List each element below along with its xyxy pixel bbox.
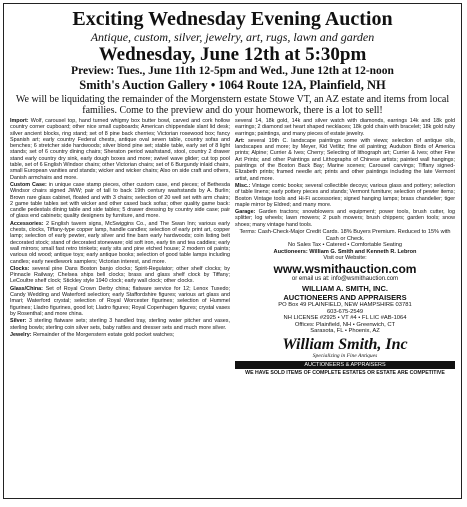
footer-note: WE HAVE SOLD ITEMS OF COMPLETE ESTATES OR ESTATE ARE COMPETITIVE: [245, 369, 445, 376]
gallery-address: Smith's Auction Gallery • 1064 Route 12A, Plainfield, NH: [79, 78, 386, 92]
section-custom-case: Custom Case: in unique case stamp pieces, other custom case, end pieces; of Bethesda Windsor chairs signed JWW; pair of tall to back 19th century washstands by A. Burlin; Brown rare glass cabinet, floated and with 3 chairs; selection of 20 well set with arm chairs; 2 game table tables set with wicker and other cased back sofas; other quality game back: candle pedestals dining table and side tables; 5 drawer dressing by country side case; pair of glass end cabinets; quality designers by furniture, and more.: [10, 181, 231, 220]
company-logo: William Smith, Inc: [282, 335, 408, 353]
phone-number: 603-675-2549: [326, 308, 364, 315]
license-line: NH LICENSE #2925 • VT #4 • FL LIC #AB-1064: [283, 315, 407, 322]
intro-text: We will be liquidating the remainder of the Morgenstern estate Stowe VT, an AZ estate and items from local families. Come to the preview and do your homework, there is a lot to sell!: [15, 94, 450, 116]
auctioneers-band: AUCTIONEERS & APPRAISERS: [235, 361, 455, 369]
offices-line-2: Sarasota, FL • Phoenix, AZ: [310, 328, 380, 335]
right-column: [235, 118, 455, 376]
offices-line: Offices: Plainfield, NH • Greenwich, CT: [294, 321, 396, 328]
company-address: [235, 302, 455, 335]
left-column: [10, 118, 230, 376]
section-import: Import: Wolf, carousel top, hand turned whigmy box butter bowl, carved and cork hollow country corner cupboard; other nice small cupboards; American chippendale slant lid desk; silver ancient blocks, ring stand; set of 8 pine back cherries; Victorian rosewood box; fancy Spanish art; early country Federal chests, antique oval seven table, country sofas and benches; 6 stretcher side hardwoods; silver blond pine set; stable table, early set of 8 light stands; set of 6 country dining chairs; Sheraton period washstand, stool, country 2 drawer stand early country dry sink, early dough boxes and more; swivel wave glider; cut top pool table, set of 6 English Windsor chairs; other Victorian chairs; set of 6 Burgundy inlaid chairs, small European vanities and stands; wicker and wicker chairs; Also on side craft and others, Danish armchairs and more.: [10, 118, 230, 181]
ad-subtitle: Antique, custom, silver, jewelry, art, rugs, lawn and garden: [90, 30, 375, 44]
website-link[interactable]: www.wsmithauction.com: [273, 262, 417, 277]
section-silver: Silver: 3 sterling flatware sets; sterling 3 handled tray, sterling water pitcher and vases, sterling bowls; sterling coin silver sets, baby rattles and dresser sets and much more silver.: [10, 318, 230, 331]
auctioneers-line: Auctioneers: William G. Smith and Kenneth R. Lebron: [273, 248, 417, 255]
section-jewelry-cont: several 14, 18k gold, 14k and silver watch with diamonds, earrings 14k and 18k gold earrings; 2 diamond set heart shaped necklaces; 18k gold chain with bracelet; 18k gold ruby earrings; paintings, and many pieces of estate jewelry.: [235, 118, 455, 137]
email-line[interactable]: or email us at: info@wsmithauction.com: [291, 276, 399, 283]
section-clocks: Clocks: several pine Dans Boston banjo clocks; Spirit-Regulator; other shelf clocks; by Pinnacle Railway; Chelsea ships bell clocks; brass and glass shelf clock by Tiffany; LeCoultre shelf clock; Stickley style 1940 clock; early wall clock; other clocks.: [10, 265, 230, 285]
section-art: Art: several 19th C. landscape paintings some with views; selection of antique oils, landscapes and more; by Meyer, Kid Vetlitz; fine oil painting; Audubon Birds of America prints; Alpine; Currier & Ives; Cherry; Selecting of lithograph art; Currier & Ives; other Fine Art Prints; and other Paintings and Lithographs of Chinese artists; painted wall hangings; paintings of the Boston Back Bay; Marine scenes; Carousel carvings; Tiffany signed-Elizabeth prints; framed needle art; prints and other paintings including the late Vermont artist, and more.: [235, 137, 455, 182]
section-misc: Misc.: Vintage comic books; several collectible decoys; various glass and pottery; selection of table linens; early pottery pieces and stands; Vermont furniture; selection of pewter items; Boston Vintage tools and Hi-Fi accessories; signed hanging lamps; brass chandelier; tiger maple mirror by Eldred; and many more.: [235, 182, 455, 208]
auction-date: Wednesday, June 12th at 5:30pm: [98, 44, 367, 65]
section-accessories: Accessories: 2 English tavern signs, McSwiggins Co., and The Swan Inn; various early chests, clocks, Tiffany-type copper lamp, handle candles; selection of early print art, copper lamp; selection of early pewter, early silver and fine barn early hardwoods; coin listing belt decorated stock; stand of decorated stoneware; old soft iron, early tin and tea caddies; early wall mirrors; small fast retro trinkets; early sits and pine etched house; 2 modern oil paints; various old wood; antique toys; early antique books; selection of good table lamps including candles; early needlework samplers; Victorian interest, and more.: [10, 220, 230, 265]
terms-block: [235, 229, 455, 262]
content-columns: [10, 118, 455, 376]
section-jewelry: Jewelry: Remainder of the Morgenstern estate gold pocket watches;: [10, 331, 175, 338]
terms-line: Terms: Cash-Check-Major Credit Cards. 18% Buyers Premium. Reduced to 15% with Cash or Check.: [239, 229, 451, 242]
auction-ad: [3, 3, 462, 499]
section-garage: Garage: Garden tractors; snowblowers and equipment; power tools, brush cutter, log splitter; log wheels; lawn mowers; 2 push mowers; brush chippers; garden tools; snow shoes; many vintage hand tools.: [235, 209, 455, 228]
amenities-line: No Sales Tax • Catered • Comfortable Seating: [288, 242, 402, 249]
po-box: PO Box 49 PLAINFIELD, NEW HAMPSHIRE 03781: [278, 302, 412, 309]
visit-label: Visit our Website:: [323, 255, 367, 262]
logo-tagline: Specializing in Fine Antiques: [312, 352, 378, 359]
company-name: WILLIAM A. SMITH, INC. AUCTIONEERS AND APPRAISERS: [283, 284, 407, 302]
preview-times: Preview: Tues., June 11th 12-5pm and Wed., June 12th at 12-noon: [71, 65, 394, 77]
section-glass-china: Glass/China: Set of Royal Crown Derby china; flatware service for 12; Lenox Tuxedo; Candy Wedding and Waterford selection; early Staffordshire figures; various art glass and Imari; Waterford crystal; selection of Royal Worcester figurines; selection of Hummel figurines; Lladro figurines, good lot; Lladro figures; Royal Copenhagen figures; crystal vases by Rosenthal; and more china.: [10, 285, 230, 317]
ad-title: Exciting Wednesday Evening Auction: [72, 8, 393, 30]
